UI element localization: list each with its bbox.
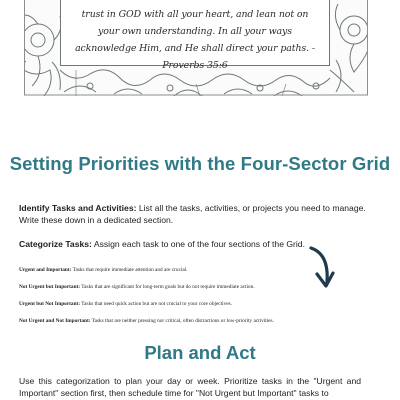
curved-arrow-down-icon bbox=[305, 244, 335, 290]
quadrant-item bbox=[19, 318, 274, 325]
quadrant-text: Tasks that are significant for long-term goals but do not require immediate action. bbox=[80, 284, 255, 290]
quadrant-label: Urgent and Important: bbox=[19, 267, 72, 273]
quadrant-text: Tasks that need quick action but are not crucial to your core objectives. bbox=[80, 301, 232, 307]
quadrant-text: Tasks that are neither pressing nor critical, often distractions or low-priority activities. bbox=[90, 318, 274, 324]
quadrant-item bbox=[19, 301, 232, 308]
section-heading-plan: Plan and Act bbox=[144, 342, 256, 363]
identify-text: List all the tasks, activities, or projects you need to manage. Write these down in a dedicated section. bbox=[19, 203, 366, 225]
page-title: Setting Priorities with the Four-Sector Grid bbox=[9, 153, 391, 174]
quadrant-label: Not Urgent and Not Important: bbox=[19, 318, 91, 324]
coloring-page-image bbox=[24, 0, 368, 96]
quadrant-text: Tasks that require immediate attention and are crucial. bbox=[71, 267, 188, 273]
quadrant-label: Urgent but Not Important: bbox=[19, 301, 81, 307]
verse-box bbox=[60, 0, 330, 71]
quadrant-label: Not Urgent but Important: bbox=[19, 284, 81, 290]
quadrant-item bbox=[19, 284, 255, 291]
quadrant-item bbox=[19, 267, 188, 274]
bible-verse: trust in GOD with all your heart, and lean not on your own understanding. In all your ways acknowledge Him, and He shall direct your paths. - Proverbs 35:6 bbox=[75, 9, 315, 71]
categorize-step bbox=[19, 238, 319, 250]
identify-step bbox=[19, 202, 367, 226]
categorize-text: Assign each task to one of the four sections of the Grid. bbox=[91, 239, 305, 249]
categorize-label: Categorize Tasks: bbox=[19, 239, 92, 249]
identify-label: Identify Tasks and Activities: bbox=[19, 203, 137, 213]
plan-paragraph: Use this categorization to plan your day or week. Prioritize tasks in the "Urgent and Important" section first, then schedule time for "Not Urgent but Important" tasks to bbox=[19, 376, 361, 398]
